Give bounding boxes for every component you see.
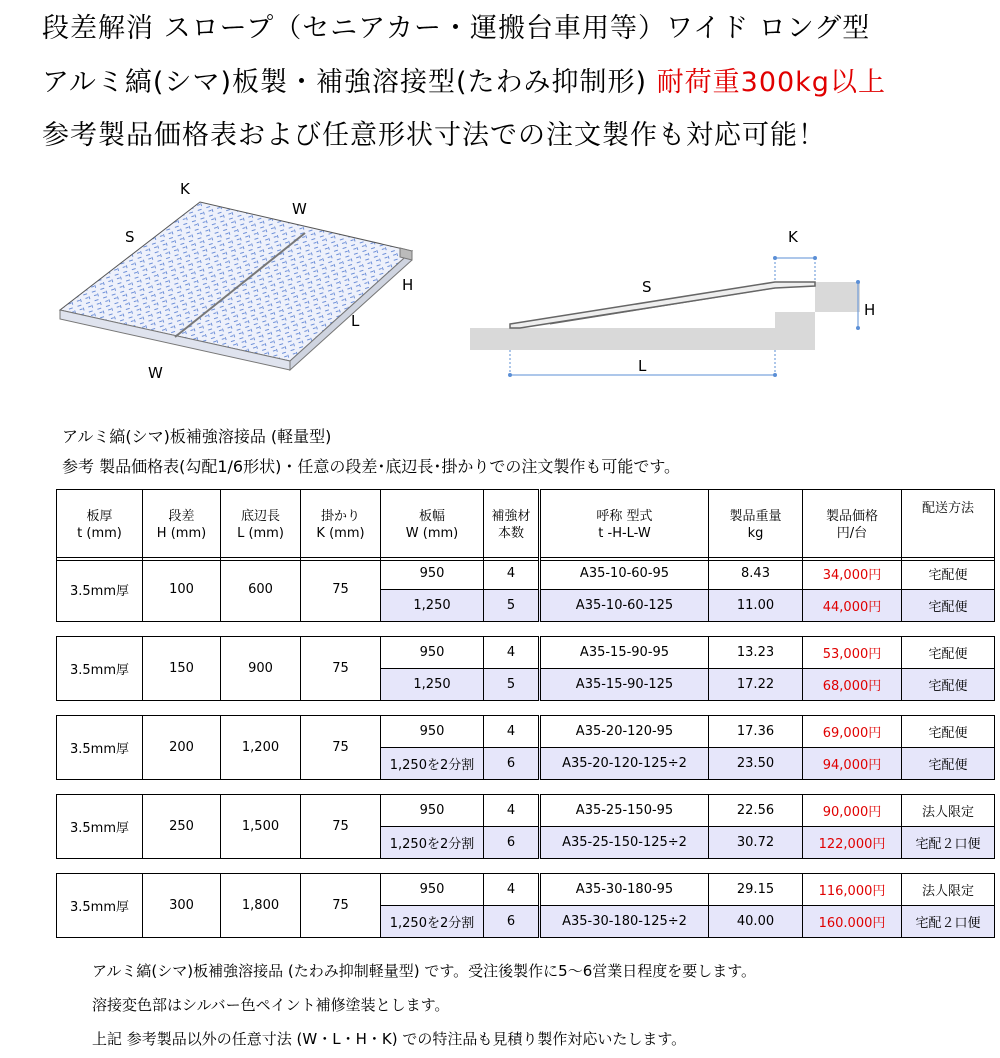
header-model: 呼称 型式 t -H-L-W xyxy=(540,490,709,561)
cell-reinforcement: 4 xyxy=(484,716,540,748)
cell-price: 94,000円 xyxy=(803,748,902,780)
cell-model: A35-30-180-95 xyxy=(540,874,709,906)
cell-shipping: 法人限定 xyxy=(902,874,995,906)
cell-model: A35-15-90-125 xyxy=(540,669,709,701)
iso-label-w-top: W xyxy=(292,200,307,218)
cell-hook-length: 75 xyxy=(301,637,381,701)
cell-shipping: 宅配便 xyxy=(902,716,995,748)
title-line-2 xyxy=(42,60,886,99)
cell-base-length: 900 xyxy=(221,637,301,701)
cell-model: A35-25-150-95 xyxy=(540,795,709,827)
iso-label-h: H xyxy=(402,276,414,294)
side-label-s: S xyxy=(642,278,652,296)
cell-reinforcement: 6 xyxy=(484,827,540,859)
cell-width: 1,250 xyxy=(381,669,484,701)
side-label-h: H xyxy=(864,301,876,319)
cell-reinforcement: 4 xyxy=(484,874,540,906)
cell-shipping: 宅配便 xyxy=(902,558,995,590)
cell-weight: 13.23 xyxy=(709,637,803,669)
table-row xyxy=(57,637,995,669)
price-group-2 xyxy=(56,636,995,701)
cell-weight: 17.36 xyxy=(709,716,803,748)
cell-width: 950 xyxy=(381,795,484,827)
cell-weight: 29.15 xyxy=(709,874,803,906)
table-row xyxy=(57,716,995,748)
note-paint-repair: 溶接変色部はシルバー色ペイント補修塗装とします。 xyxy=(92,996,450,1014)
cell-weight: 11.00 xyxy=(709,590,803,622)
header-step-height: 段差 H (mm) xyxy=(143,490,221,561)
ramp-side-view-diagram xyxy=(460,220,900,395)
cell-reinforcement: 4 xyxy=(484,558,540,590)
cell-price: 69,000円 xyxy=(803,716,902,748)
title-line-1: 段差解消 スロープ（セニアカー・運搬台車用等）ワイド ロング型 xyxy=(42,13,871,44)
cell-reinforcement: 5 xyxy=(484,590,540,622)
cell-base-length: 1,500 xyxy=(221,795,301,859)
step-block xyxy=(775,282,860,328)
cell-thickness: 3.5mm厚 xyxy=(57,716,143,780)
cell-step-height: 150 xyxy=(143,637,221,701)
header-reinforcement: 補強材 本数 xyxy=(484,490,540,561)
cell-model: A35-20-120-95 xyxy=(540,716,709,748)
cell-width: 1,250を2分割 xyxy=(381,827,484,859)
cell-model: A35-30-180-125÷2 xyxy=(540,906,709,938)
cell-hook-length: 75 xyxy=(301,716,381,780)
table-row xyxy=(57,795,995,827)
cell-shipping: 法人限定 xyxy=(902,795,995,827)
cell-hook-length: 75 xyxy=(301,874,381,938)
cell-reinforcement: 4 xyxy=(484,795,540,827)
header-hook-length: 掛かり K (mm) xyxy=(301,490,381,561)
cell-model: A35-20-120-125÷2 xyxy=(540,748,709,780)
cell-width: 950 xyxy=(381,558,484,590)
cell-price: 116,000円 xyxy=(803,874,902,906)
cell-thickness: 3.5mm厚 xyxy=(57,558,143,622)
cell-base-length: 600 xyxy=(221,558,301,622)
cell-width: 1,250 xyxy=(381,590,484,622)
load-capacity-text: 耐荷重300kg以上 xyxy=(656,67,886,98)
header-base-length: 底辺長 L (mm) xyxy=(221,490,301,561)
cell-shipping: 宅配２口便 xyxy=(902,827,995,859)
cell-width: 950 xyxy=(381,874,484,906)
cell-weight: 22.56 xyxy=(709,795,803,827)
cell-price: 53,000円 xyxy=(803,637,902,669)
header-weight: 製品重量 kg xyxy=(709,490,803,561)
cell-price: 44,000円 xyxy=(803,590,902,622)
section-subtitle: 参考 製品価格表(勾配1/6形状)・任意の段差･底辺長･掛かりでの注文製作も可能です。 xyxy=(62,457,681,476)
cell-step-height: 100 xyxy=(143,558,221,622)
cell-weight: 23.50 xyxy=(709,748,803,780)
ramp-isometric-diagram xyxy=(40,165,440,390)
iso-label-k: K xyxy=(180,180,190,198)
cell-shipping: 宅配２口便 xyxy=(902,906,995,938)
side-label-k: K xyxy=(788,228,798,246)
cell-model: A35-10-60-95 xyxy=(540,558,709,590)
title-line-3: 参考製品価格表および任意形状寸法での注文製作も対応可能！ xyxy=(42,120,826,151)
header-price: 製品価格 円/台 xyxy=(803,490,902,561)
cell-thickness: 3.5mm厚 xyxy=(57,637,143,701)
title-line-2-text: アルミ縞(シマ)板製・補強溶接型(たわみ抑制形) xyxy=(42,67,657,98)
price-table-header xyxy=(56,489,995,561)
iso-label-w-bottom: W xyxy=(148,364,163,382)
price-group-3 xyxy=(56,715,995,780)
table-row xyxy=(57,558,995,590)
cell-weight: 30.72 xyxy=(709,827,803,859)
cell-shipping: 宅配便 xyxy=(902,748,995,780)
cell-thickness: 3.5mm厚 xyxy=(57,795,143,859)
table-row xyxy=(57,874,995,906)
cell-hook-length: 75 xyxy=(301,558,381,622)
cell-reinforcement: 5 xyxy=(484,669,540,701)
cell-thickness: 3.5mm厚 xyxy=(57,874,143,938)
cell-step-height: 250 xyxy=(143,795,221,859)
cell-price: 90,000円 xyxy=(803,795,902,827)
cell-hook-length: 75 xyxy=(301,795,381,859)
cell-price: 160.000円 xyxy=(803,906,902,938)
cell-base-length: 1,800 xyxy=(221,874,301,938)
price-group-1 xyxy=(56,557,995,622)
cell-step-height: 300 xyxy=(143,874,221,938)
cell-shipping: 宅配便 xyxy=(902,637,995,669)
cell-width: 1,250を2分割 xyxy=(381,906,484,938)
cell-step-height: 200 xyxy=(143,716,221,780)
cell-shipping: 宅配便 xyxy=(902,669,995,701)
cell-weight: 8.43 xyxy=(709,558,803,590)
cell-width: 950 xyxy=(381,716,484,748)
price-group-4 xyxy=(56,794,995,859)
note-custom-order: 上記 参考製品以外の任意寸法 (W・L・H・K) での特注品も見積り製作対応いたします。 xyxy=(92,1030,687,1048)
iso-label-l: L xyxy=(351,312,360,330)
header-shipping: 配送方法 xyxy=(902,490,995,561)
side-label-l: L xyxy=(638,357,647,375)
price-group-5 xyxy=(56,873,995,938)
cell-model: A35-25-150-125÷2 xyxy=(540,827,709,859)
note-lead-time: アルミ縞(シマ)板補強溶接品 (たわみ抑制軽量型) です。受注後製作に5～6営業日程度を要します。 xyxy=(92,962,757,980)
cell-weight: 40.00 xyxy=(709,906,803,938)
cell-shipping: 宅配便 xyxy=(902,590,995,622)
iso-label-s: S xyxy=(125,228,135,246)
header-width: 板幅 W (mm) xyxy=(381,490,484,561)
cell-price: 122,000円 xyxy=(803,827,902,859)
cell-price: 34,000円 xyxy=(803,558,902,590)
cell-reinforcement: 4 xyxy=(484,637,540,669)
cell-price: 68,000円 xyxy=(803,669,902,701)
ramp-surface xyxy=(60,202,412,361)
cell-weight: 17.22 xyxy=(709,669,803,701)
cell-base-length: 1,200 xyxy=(221,716,301,780)
header-thickness: 板厚 t (mm) xyxy=(57,490,143,561)
cell-width: 950 xyxy=(381,637,484,669)
cell-model: A35-15-90-95 xyxy=(540,637,709,669)
ramp-plate-bottom-line xyxy=(550,288,775,324)
cell-model: A35-10-60-125 xyxy=(540,590,709,622)
cell-reinforcement: 6 xyxy=(484,906,540,938)
section-title: アルミ縞(シマ)板補強溶接品 (軽量型) xyxy=(62,427,332,446)
cell-reinforcement: 6 xyxy=(484,748,540,780)
cell-width: 1,250を2分割 xyxy=(381,748,484,780)
